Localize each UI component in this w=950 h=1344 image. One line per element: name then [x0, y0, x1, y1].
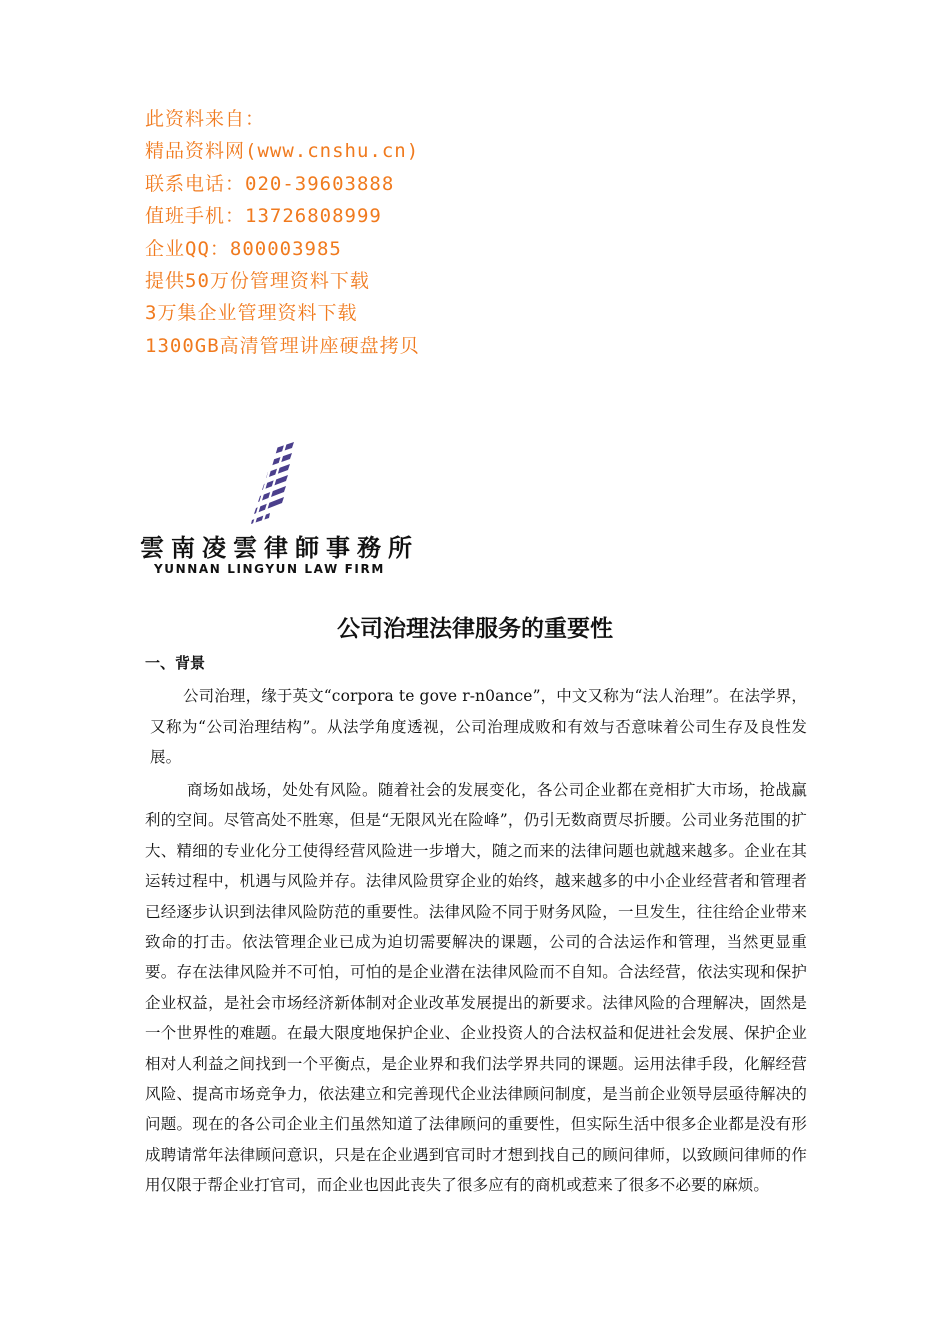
- source-line-offer-3: 1300GB高清管理讲座硬盘拷贝: [145, 334, 420, 357]
- source-line-offer-2: 3万集企业管理资料下载: [145, 302, 358, 325]
- source-line-origin: 此资料来自：: [145, 108, 266, 130]
- source-line-website: 精品资料网(www.cnshu.cn): [145, 140, 420, 163]
- source-line-offer-1: 提供50万份管理资料下载: [145, 269, 370, 292]
- law-firm-logo: [140, 442, 419, 582]
- source-info-block: [145, 103, 420, 362]
- law-firm-name-en: YUNNAN LINGYUN LAW FIRM: [154, 562, 385, 576]
- law-firm-mark-icon: [140, 442, 310, 524]
- document-title: 公司治理法律服务的重要性: [337, 616, 613, 642]
- source-line-phone: 联系电话：020-39603888: [145, 172, 395, 195]
- source-line-qq: 企业QQ：800003985: [145, 237, 342, 260]
- paragraph-corporate-governance: 公司治理，缘于英文“corpora te gove r-n0ance”，中文又称为“法人治理”。在法学界，又称为“公司治理结构”。从法学角度透视，公司治理成败和有效与否意味着公司生存及良性发展。: [150, 687, 807, 766]
- section-heading: 一、背景: [145, 654, 206, 672]
- law-firm-name-cn: 雲南凌雲律師事務所: [140, 533, 419, 562]
- paragraph-legal-risk: 商场如战场，处处有风险。随着社会的发展变化，各公司企业都在竞相扩大市场，抢战赢利的空间。尽管高处不胜寒，但是“无限风光在险峰”，仍引无数商贾尽折腰。公司业务范围的扩大、精细的专业化分工使得经营风险进一步增大，随之而来的法律问题也就越来越多。企业在其运转过程中，机遇与风险并存。法律风险贯穿企业的始终，越来越多的中小企业经营者和管理者已经逐步认识到法律风险防范的重要性。法律风险不同于财务风险，一旦发生，往往给企业带来致命的打击。依法管理企业已成为迫切需要解决的课题，公司的合法运作和管理，当然更显重要。存在法律风险并不可怕，可怕的是企业潜在法律风险而不自知。合法经营，依法实现和保护企业权益，是社会市场经济新体制对企业改革发展提出的新要求。法律风险的合理解决，固然是一个世界性的难题。在最大限度地保护企业、企业投资人的合法权益和促进社会发展、保护企业相对人利益之间找到一个平衡点，是企业界和我们法学界共同的课题。运用法律手段，化解经营风险、提高市场竞争力，依法建立和完善现代企业法律顾问制度，是当前企业领导层亟待解决的问题。现在的各公司企业主们虽然知道了法律顾问的重要性，但实际生活中很多企业都是没有形成聘请常年法律顾问意识，只是在企业遇到官司时才想到找自己的顾问律师，以致顾问律师的作用仅限于帮企业打官司，而企业也因此丧失了很多应有的商机或惹来了很多不必要的麻烦。: [145, 781, 807, 1195]
- source-line-mobile: 值班手机：13726808999: [145, 205, 382, 228]
